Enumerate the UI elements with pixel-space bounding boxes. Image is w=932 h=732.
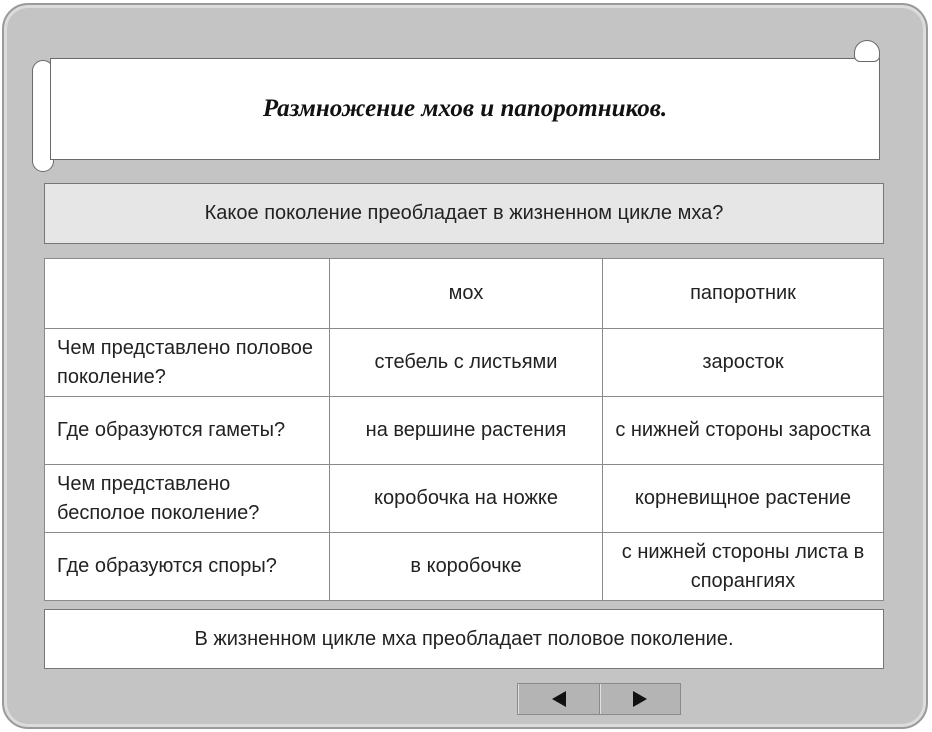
row-question: Где образуются гаметы? <box>45 397 330 465</box>
fern-cell: с нижней стороны листа в спорангиях <box>603 533 884 601</box>
table-row <box>45 533 884 601</box>
moss-cell: коробочка на ножке <box>330 465 603 533</box>
header-cell <box>45 259 330 329</box>
fern-cell: с нижней стороны заростка <box>603 397 884 465</box>
table-row <box>45 465 884 533</box>
table-header-row <box>45 259 884 329</box>
answer-bar: В жизненном цикле мха преобладает половое поколение. <box>44 609 884 669</box>
question-bar: Какое поколение преобладает в жизненном цикле мха? <box>44 183 884 244</box>
row-question: Где образуются споры? <box>45 533 330 601</box>
table-row <box>45 397 884 465</box>
moss-cell: на вершине растения <box>330 397 603 465</box>
row-question: Чем представлено бесполое поколение? <box>45 465 330 533</box>
fern-cell: заросток <box>603 329 884 397</box>
fern-cell: корневищное растение <box>603 465 884 533</box>
prev-button[interactable] <box>518 684 600 714</box>
table-row <box>45 329 884 397</box>
triangle-left-icon <box>552 691 566 707</box>
slide-title: Размножение мхов и папоротников. <box>262 95 668 122</box>
comparison-table <box>44 258 884 601</box>
moss-cell: стебель с листьями <box>330 329 603 397</box>
triangle-right-icon <box>633 691 647 707</box>
next-button[interactable] <box>600 684 681 714</box>
moss-cell: в коробочке <box>330 533 603 601</box>
header-cell-moss: мох <box>330 259 603 329</box>
row-question: Чем представлено половое поколение? <box>45 329 330 397</box>
navigation-bar <box>517 683 681 715</box>
header-cell-fern: папоротник <box>603 259 884 329</box>
